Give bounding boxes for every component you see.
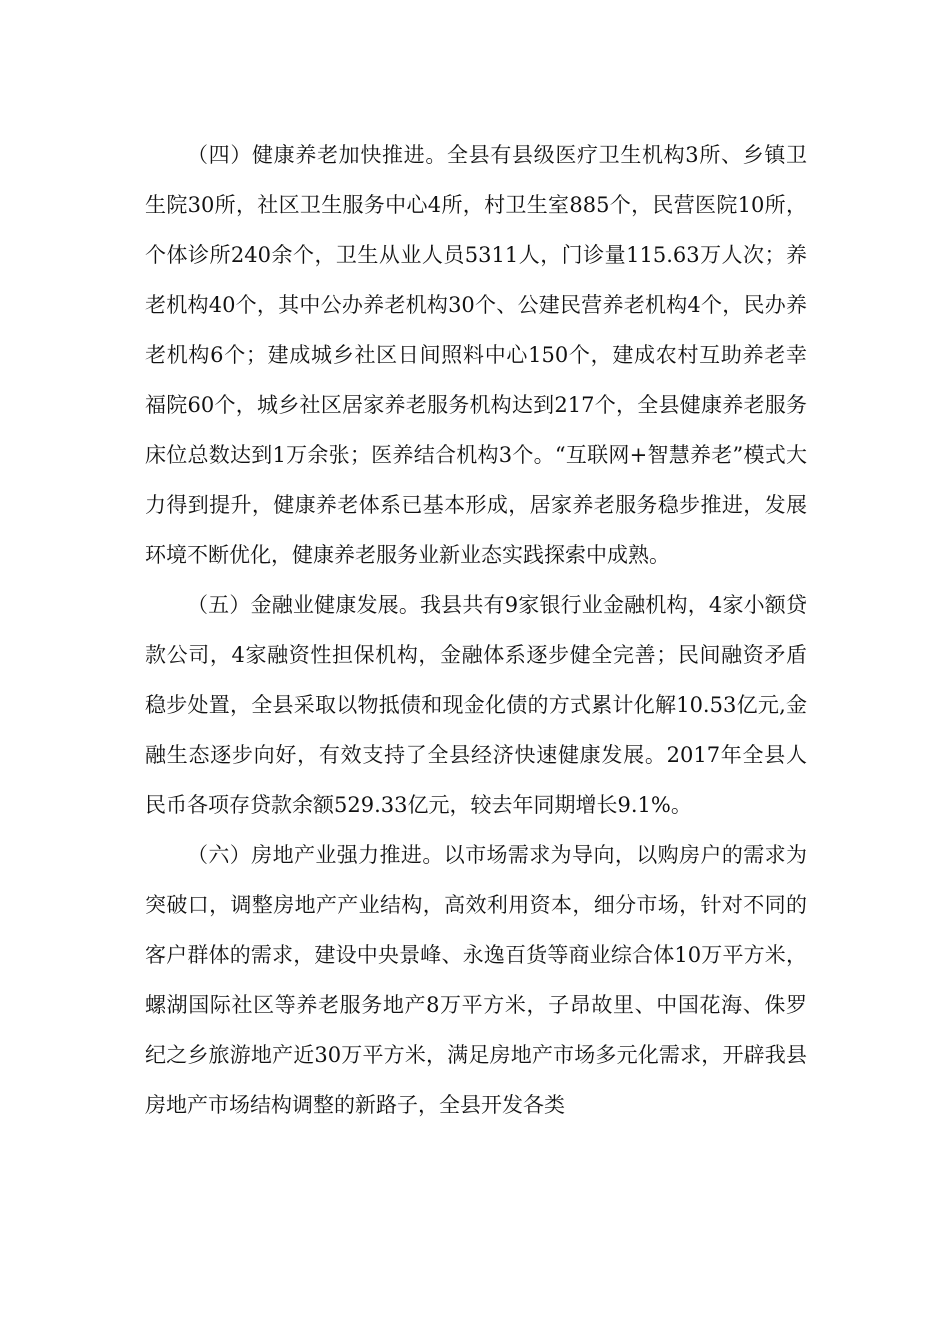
paragraph-real-estate: （六）房地产业强力推进。以市场需求为导向，以购房户的需求为突破口，调整房地产产业结构，高效利用资本，细分市场，针对不同的客户群体的需求，建设中央景峰、永逸百货等商业综合体10万平方米，螺湖国际社区等养老服务地产8万平方米，子昂故里、中国花海、侏罗纪之乡旅游地产近30万平方米，满足房地产市场多元化需求，开辟我县房地产市场结构调整的新路子，全县开发各类 (145, 843, 807, 1117)
document-body (145, 130, 807, 1130)
paragraph-finance: （五）金融业健康发展。我县共有9家银行业金融机构，4家小额贷款公司，4家融资性担保机构，金融体系逐步健全完善；民间融资矛盾稳步处置，全县采取以物抵债和现金化债的方式累计化解10.53亿元,金融生态逐步向好，有效支持了全县经济快速健康发展。2017年全县人民币各项存贷款余额529.33亿元，较去年同期增长9.1%。 (145, 593, 807, 817)
paragraph-health-elderly-care: （四）健康养老加快推进。全县有县级医疗卫生机构3所、乡镇卫生院30所，社区卫生服务中心4所，村卫生室885个，民营医院10所，个体诊所240余个，卫生从业人员5311人，门诊量115.63万人次；养老机构40个，其中公办养老机构30个、公建民营养老机构4个，民办养老机构6个；建成城乡社区日间照料中心150个，建成农村互助养老幸福院60个，城乡社区居家养老服务机构达到217个，全县健康养老服务床位总数达到1万余张；医养结合机构3个。“互联网+智慧养老”模式大力得到提升，健康养老体系已基本形成，居家养老服务稳步推进，发展环境不断优化，健康养老服务业新业态实践探索中成熟。 (145, 143, 807, 567)
